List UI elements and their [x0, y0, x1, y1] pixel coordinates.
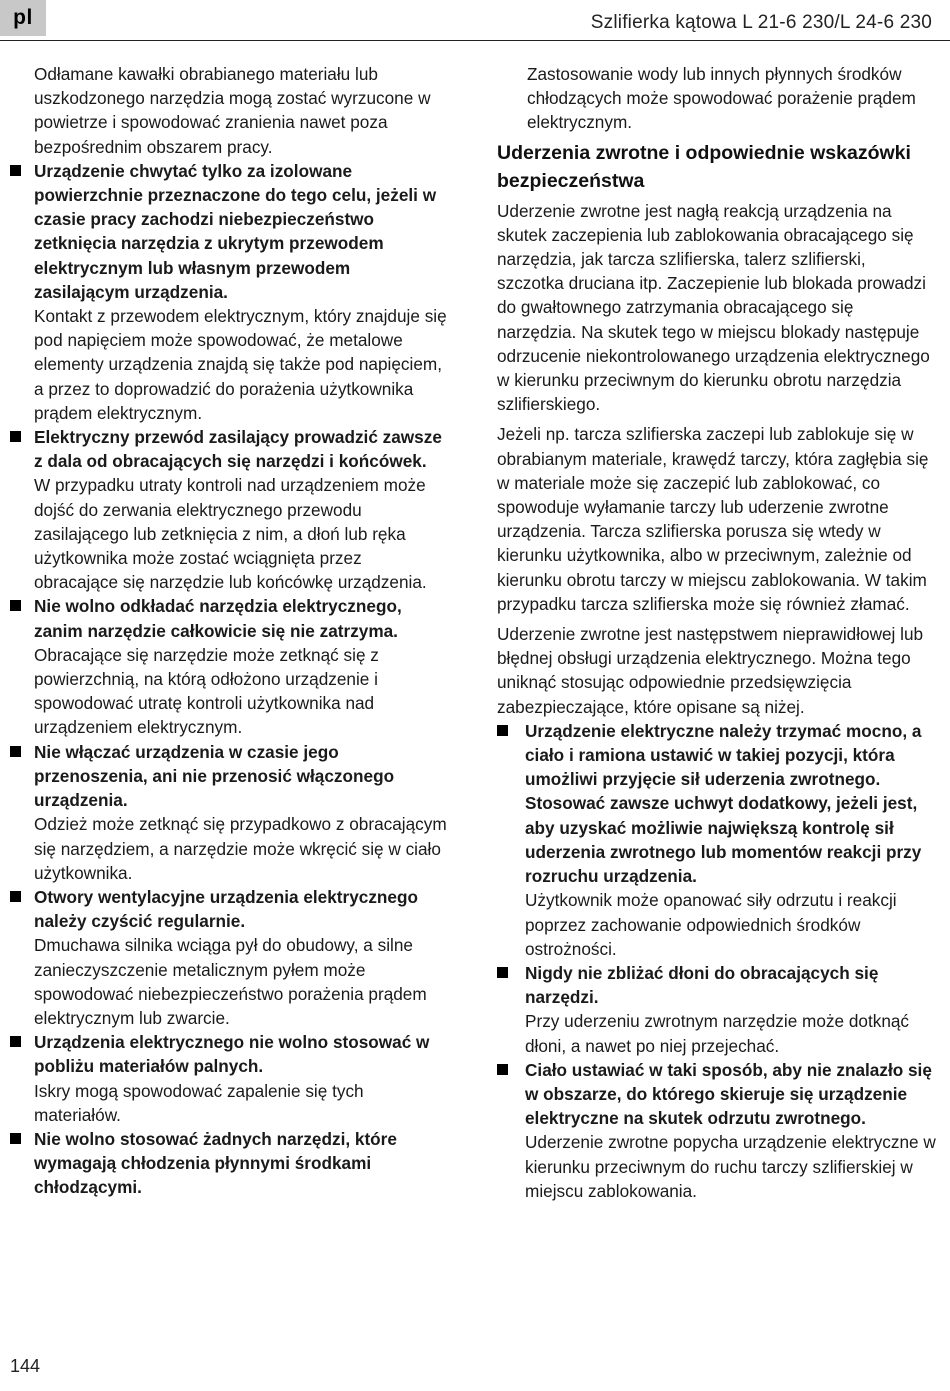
- safety-item: [497, 961, 937, 1058]
- left-column: [10, 62, 450, 1200]
- document-title: Szlifierka kątowa L 21-6 230/L 24-6 230: [590, 12, 932, 33]
- safety-item-explanation: Uderzenie zwrotne popycha urządzenie elektryczne w kierunku przeciwnym do ruchu tarczy szlifierskiej w miejscu zablokowania.: [525, 1132, 936, 1201]
- body-paragraph: Uderzenie zwrotne jest nagłą reakcją urządzenia na skutek zaczepienia lub zablokowania obracającego się narzędzia, jak tarcza szlifierska, talerz szlifierski, szczotka druciana itp. Zaczepienie lub blokada prowadzi do gwałtownego zatrzymania obracającego się narzędzia. Na skutek tego w miejscu blokady następuje odrzucenie niekontrolowanego urządzenia elektrycznego w kierunku przeciwnym do kierunku obrotu narzędzia szlifierskiego.: [497, 200, 930, 415]
- safety-item-explanation: Iskry mogą spowodować zapalenie się tych materiałów.: [34, 1080, 364, 1125]
- left-intro-paragraph: Odłamane kawałki obrabianego materiału lub uszkodzonego narzędzia mogą zostać wyrzucone w powietrze i spowodować zranienia nawet poza bezpośrednim obszarem pracy.: [34, 64, 431, 157]
- section-heading: Uderzenia zwrotne i odpowiednie wskazówki bezpieczeństwa: [497, 141, 911, 192]
- square-bullet-icon: [10, 431, 21, 442]
- right-column: [497, 62, 937, 1203]
- language-badge: pl: [0, 0, 46, 36]
- square-bullet-icon: [497, 967, 508, 978]
- body-paragraph: Uderzenie zwrotne jest następstwem nieprawidłowej lub błędnej obsługi urządzenia elektrycznego. Można tego uniknąć stosując odpowiednie przedsięwzięcia zabezpieczające, które opisane są niżej.: [497, 624, 924, 717]
- safety-item: [10, 594, 450, 739]
- safety-item-explanation: Kontakt z przewodem elektrycznym, który znajduje się pod napięciem może spowodować, że metalowe elementy urządzenia znajdą się także pod napięciem, a przez to doprowadzić do porażenia użytkownika prądem elektrycznym.: [34, 306, 447, 423]
- safety-item-instruction: Urządzenie elektryczne należy trzymać mocno, a ciało i ramiona ustawić w takiej pozycji, która umożliwi przyjęcie sił uderzenia zwrotnego. Stosować zawsze uchwyt dodatkowy, jeżeli jest, aby uzyskać możliwie największą kontrolę sił uderzenia zwrotnego lub momentów reakcji przy rozruchu urządzenia.: [525, 720, 922, 887]
- safety-item: [10, 740, 450, 885]
- square-bullet-icon: [10, 746, 21, 757]
- square-bullet-icon: [497, 725, 508, 736]
- safety-item-instruction: Nie wolno stosować żadnych narzędzi, które wymagają chłodzenia płynnymi środkami chłodzącymi.: [34, 1128, 397, 1198]
- safety-item: [10, 1127, 450, 1200]
- safety-item-instruction: Urządzenia elektrycznego nie wolno stosować w pobliżu materiałów palnych.: [34, 1032, 430, 1077]
- safety-item-instruction: Nigdy nie zbliżać dłoni do obracających się narzędzi.: [525, 962, 879, 1008]
- safety-item-explanation: Użytkownik może opanować siły odrzutu i reakcji poprzez zachowanie odpowiednich środków ostrożności.: [525, 890, 897, 959]
- square-bullet-icon: [10, 165, 21, 176]
- safety-item-instruction: Urządzenie chwytać tylko za izolowane powierzchnie przeznaczone do tego celu, jeżeli w czasie pracy zachodzi niebezpieczeństwo zetknięcia narzędzia z ukrytym przewodem elektrycznym lub własnym przewodem zasilającym urządzenia.: [34, 160, 437, 302]
- safety-item: [10, 425, 450, 594]
- safety-item: [497, 719, 937, 961]
- safety-item: [10, 159, 450, 425]
- page-number: 144: [10, 1356, 41, 1376]
- square-bullet-icon: [10, 1036, 21, 1047]
- square-bullet-icon: [10, 891, 21, 902]
- header-divider: [0, 40, 950, 41]
- square-bullet-icon: [10, 600, 21, 611]
- safety-item: [497, 1058, 937, 1203]
- safety-item-instruction: Ciało ustawiać w taki sposób, aby nie znalazło się w obszarze, do którego skieruje się urządzenie elektryczne na skutek odrzutu zwrotnego.: [525, 1059, 932, 1129]
- square-bullet-icon: [10, 1133, 21, 1144]
- safety-item-explanation: Przy uderzeniu zwrotnym narzędzie może dotknąć dłoni, a nawet po niej przejechać.: [525, 1011, 910, 1056]
- right-intro-paragraph: Zastosowanie wody lub innych płynnych środków chłodzących może spowodować porażenie prądem elektrycznym.: [527, 64, 916, 133]
- safety-item-instruction: Elektryczny przewód zasilający prowadzić zawsze z dala od obracających się narzędzi i końcówek.: [34, 427, 442, 472]
- square-bullet-icon: [497, 1064, 508, 1075]
- safety-item: [10, 1030, 450, 1127]
- body-paragraph: Jeżeli np. tarcza szlifierska zaczepi lub zablokuje się w obrabianym materiale, krawędź tarczy, która zagłębia się w materiale może się zaczepić lub zablokować, co spowoduje wyłamanie tarczy lub uderzenie zwrotne urządzenia. Tarcza szlifierska porusza się wtedy w kierunku użytkownika, albo w przeciwnym, zależnie od kierunku obrotu tarczy w miejscu zablokowania. W takim przypadku tarcza szlifierska może się również złamać.: [497, 424, 929, 614]
- safety-item-instruction: Nie wolno odkładać narzędzia elektrycznego, zanim narzędzie całkowicie się nie zatrzyma.: [34, 596, 402, 641]
- safety-item-instruction: Nie włączać urządzenia w czasie jego przenoszenia, ani nie przenosić włączonego urządzenia.: [34, 741, 395, 811]
- safety-item-explanation: Dmuchawa silnika wciąga pył do obudowy, a silne zanieczyszczenie metalicznym pyłem może spowodować niebezpieczeństwo porażenia prądem elektrycznym lub zwarcie.: [34, 935, 427, 1028]
- safety-item: [10, 885, 450, 1030]
- safety-item-explanation: Obracające się narzędzie może zetknąć się z powierzchnią, na którą odłożono urządzenie i spowodować utratę kontroli użytkownika nad urządzeniem elektrycznym.: [34, 644, 379, 738]
- safety-item-instruction: Otwory wentylacyjne urządzenia elektrycznego należy czyścić regularnie.: [34, 886, 418, 932]
- safety-item-explanation: Odzież może zetknąć się przypadkowo z obracającym się narzędziem, a narzędzie może wkręcić się w ciało użytkownika.: [34, 814, 447, 883]
- safety-item-explanation: W przypadku utraty kontroli nad urządzeniem może dojść do zerwania elektrycznego przewodu zasilającego lub zetknięcia z nim, a dłoń lub ręka użytkownika może zostać wciągnięta przez obracające się narzędzie lub końcówkę urządzenia.: [34, 475, 427, 593]
